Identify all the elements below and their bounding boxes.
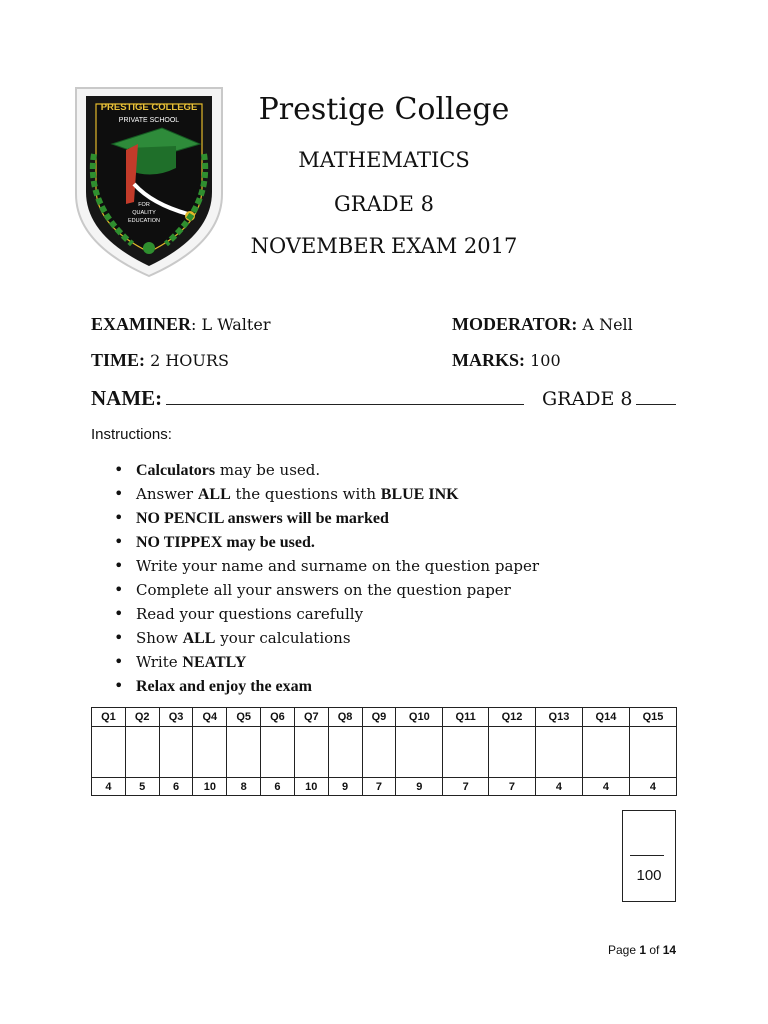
instruction-bold: NEATLY xyxy=(182,654,247,671)
college-title: Prestige College xyxy=(258,92,510,127)
question-header-cell: Q13 xyxy=(535,708,582,727)
question-max-mark-cell: 5 xyxy=(125,778,159,796)
instruction-bold: ALL xyxy=(182,630,216,647)
exam-title: NOVEMBER EXAM 2017 xyxy=(250,234,518,258)
instruction-item xyxy=(112,650,539,674)
question-max-mark-cell: 4 xyxy=(582,778,629,796)
total-max-value: 100 xyxy=(636,867,662,884)
question-max-mark-cell: 7 xyxy=(362,778,396,796)
grade-title: GRADE 8 xyxy=(334,192,434,216)
instruction-text: Write your name and surname on the question paper xyxy=(136,557,540,575)
grade-class-label: GRADE 8 xyxy=(542,388,633,410)
score-entry-cell[interactable] xyxy=(227,727,261,778)
crest-motto-line1: FOR xyxy=(138,202,150,208)
instruction-bold: NO PENCIL answers will be marked xyxy=(136,510,389,527)
question-max-mark-cell: 8 xyxy=(227,778,261,796)
question-header-cell: Q15 xyxy=(629,708,676,727)
instruction-item xyxy=(112,554,539,578)
instructions-list xyxy=(112,458,539,698)
score-entry-cell[interactable] xyxy=(362,727,396,778)
score-entry-cell[interactable] xyxy=(159,727,193,778)
question-max-mark-cell: 9 xyxy=(396,778,443,796)
page-of: of xyxy=(646,943,663,957)
question-max-mark-cell: 6 xyxy=(261,778,295,796)
instruction-bold: Relax and enjoy the exam xyxy=(136,678,312,695)
time-value: 2 HOURS xyxy=(145,351,229,370)
instruction-item xyxy=(112,530,539,554)
marks-table xyxy=(91,707,677,796)
instruction-item xyxy=(112,458,539,482)
school-crest-logo xyxy=(72,84,226,280)
instruction-item xyxy=(112,506,539,530)
marks-max-row xyxy=(92,778,677,796)
question-max-mark-cell: 10 xyxy=(294,778,328,796)
instruction-text: the questions with xyxy=(230,485,381,503)
name-blank-line[interactable] xyxy=(166,386,524,405)
question-max-mark-cell: 7 xyxy=(488,778,535,796)
instruction-item xyxy=(112,578,539,602)
page-number xyxy=(608,943,676,957)
question-header-cell: Q3 xyxy=(159,708,193,727)
score-entry-cell[interactable] xyxy=(294,727,328,778)
crest-motto-line3: EDUCATION xyxy=(128,218,160,224)
moderator-label: MODERATOR: xyxy=(452,314,578,334)
question-header-cell: Q8 xyxy=(328,708,362,727)
examiner-value: : L Walter xyxy=(191,315,271,334)
instruction-item xyxy=(112,602,539,626)
score-entry-cell[interactable] xyxy=(125,727,159,778)
marks-field xyxy=(452,350,561,371)
moderator-field xyxy=(452,314,633,335)
question-header-cell: Q5 xyxy=(227,708,261,727)
instruction-item xyxy=(112,674,539,698)
question-header-cell: Q4 xyxy=(193,708,227,727)
examiner-field xyxy=(91,314,270,335)
grade-class-field xyxy=(542,386,676,410)
instruction-bold: ALL xyxy=(197,486,231,503)
time-field xyxy=(91,350,229,371)
marks-value: 100 xyxy=(525,351,561,370)
instruction-text: your calculations xyxy=(215,629,351,647)
question-header-cell: Q10 xyxy=(396,708,443,727)
instruction-text: Complete all your answers on the question paper xyxy=(136,581,511,599)
instruction-item xyxy=(112,626,539,650)
score-entry-cell[interactable] xyxy=(535,727,582,778)
score-entry-cell[interactable] xyxy=(92,727,126,778)
score-entry-cell[interactable] xyxy=(488,727,535,778)
marks-header-row xyxy=(92,708,677,727)
time-label: TIME: xyxy=(91,350,145,370)
score-entry-cell[interactable] xyxy=(629,727,676,778)
crest-motto-line2: QUALITY xyxy=(132,210,156,216)
moderator-value: A Nell xyxy=(577,315,633,334)
score-entry-cell[interactable] xyxy=(328,727,362,778)
question-max-mark-cell: 4 xyxy=(92,778,126,796)
question-header-cell: Q6 xyxy=(261,708,295,727)
question-header-cell: Q11 xyxy=(443,708,489,727)
instruction-text: may be used. xyxy=(215,461,321,479)
crest-subtitle: PRIVATE SCHOOL xyxy=(118,117,180,124)
score-entry-cell[interactable] xyxy=(582,727,629,778)
subject-title: MATHEMATICS xyxy=(298,148,470,172)
question-max-mark-cell: 10 xyxy=(193,778,227,796)
score-entry-cell[interactable] xyxy=(443,727,489,778)
total-score-box[interactable] xyxy=(622,810,676,902)
question-max-mark-cell: 4 xyxy=(629,778,676,796)
crest-title: PRESTIGE COLLEGE xyxy=(100,102,198,113)
page-total: 14 xyxy=(662,943,677,957)
instruction-text: Show xyxy=(136,629,183,647)
question-header-cell: Q7 xyxy=(294,708,328,727)
question-header-cell: Q12 xyxy=(488,708,535,727)
question-max-mark-cell: 6 xyxy=(159,778,193,796)
question-max-mark-cell: 4 xyxy=(535,778,582,796)
page-prefix: Page xyxy=(608,943,640,957)
total-score-line xyxy=(630,855,664,856)
question-max-mark-cell: 7 xyxy=(443,778,489,796)
question-header-cell: Q2 xyxy=(125,708,159,727)
score-entry-cell[interactable] xyxy=(261,727,295,778)
instruction-bold: BLUE INK xyxy=(380,486,459,503)
instruction-bold: Calculators xyxy=(136,462,216,479)
question-header-cell: Q1 xyxy=(92,708,126,727)
instruction-text: Answer xyxy=(136,485,198,503)
score-entry-cell[interactable] xyxy=(193,727,227,778)
score-entry-cell[interactable] xyxy=(396,727,443,778)
examiner-label: EXAMINER xyxy=(91,314,192,334)
instruction-bold: NO TIPPEX may be used. xyxy=(136,534,315,551)
grade-class-blank-line[interactable] xyxy=(636,386,676,405)
page-current: 1 xyxy=(639,943,647,957)
instruction-item xyxy=(112,482,539,506)
instruction-text: Write xyxy=(136,653,183,671)
question-header-cell: Q14 xyxy=(582,708,629,727)
instructions-title: Instructions: xyxy=(91,426,172,443)
instruction-text: Read your questions carefully xyxy=(136,605,364,623)
marks-label: MARKS: xyxy=(452,350,525,370)
question-header-cell: Q9 xyxy=(362,708,396,727)
name-label: NAME: xyxy=(91,386,163,410)
question-max-mark-cell: 9 xyxy=(328,778,362,796)
marks-score-row xyxy=(92,727,677,778)
